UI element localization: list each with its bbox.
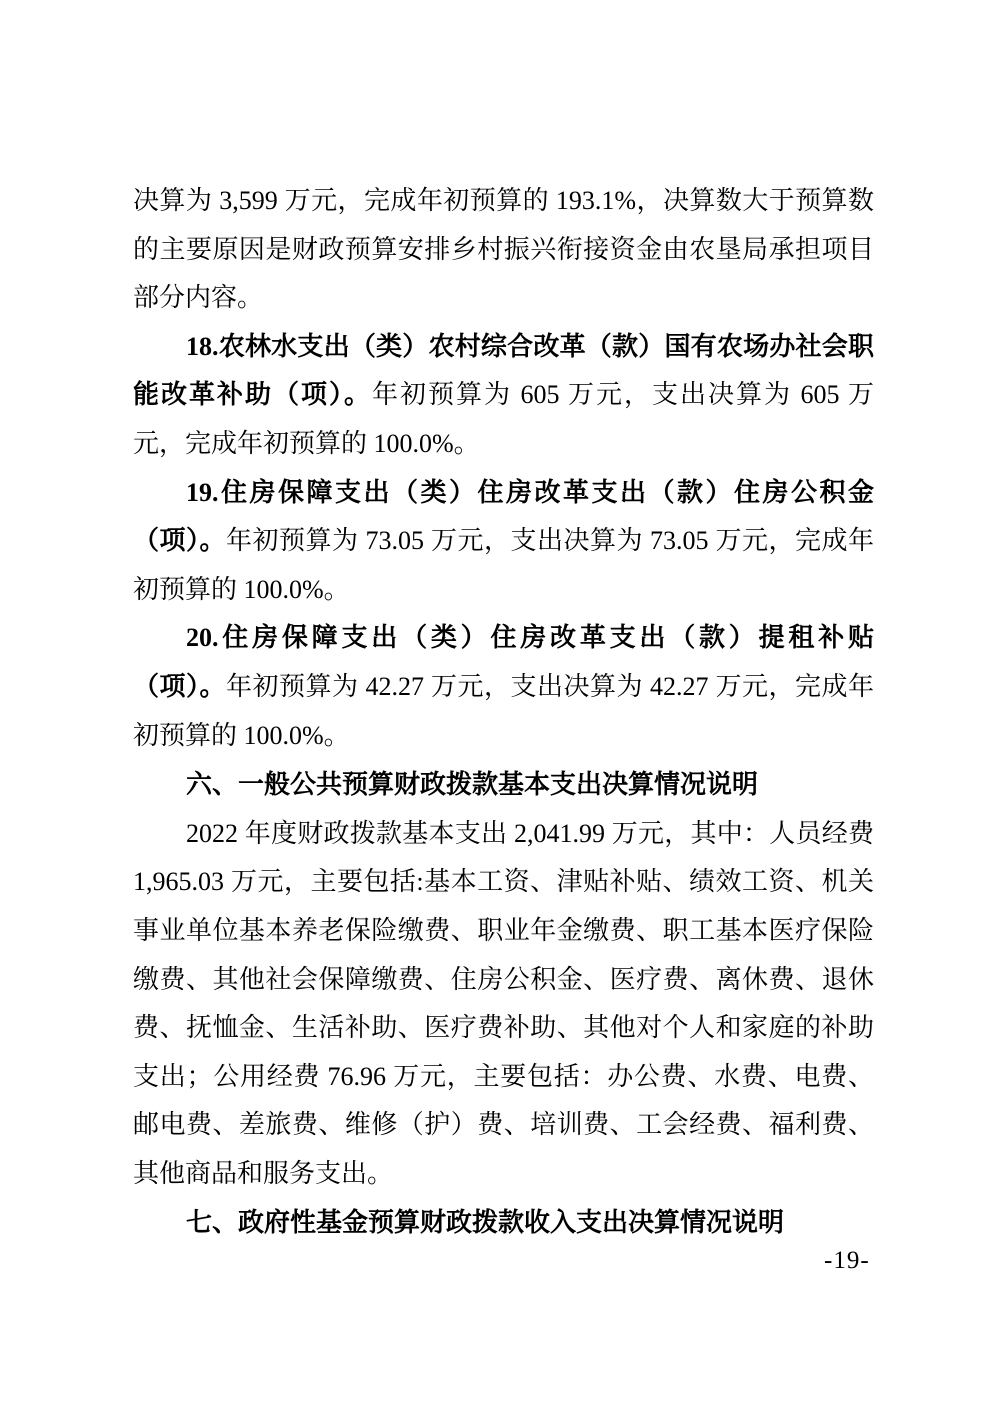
text-run: 年初预算为 73.05 万元，支出决算为 73.05 万元，完成年初预算的 100.0%。 xyxy=(133,526,874,604)
text-run: 决算为 3,599 万元，完成年初预算的 193.1%，决算数大于预算数的主要原因是财政预算安排乡村振兴衔接资金由农垦局承担项目部分内容。 xyxy=(133,186,874,313)
text-run-bold: 18.农林水支出（类）农村综合改革（款）国有农场办社会职能改革补助（项）。 xyxy=(133,331,874,410)
section-heading xyxy=(133,1198,874,1248)
body-paragraph xyxy=(133,323,874,469)
page-number-footer: -19- xyxy=(824,1247,870,1274)
body-paragraph xyxy=(133,810,874,1199)
body-paragraph xyxy=(133,177,874,323)
text-run-bold: 六、一般公共预算财政拨款基本支出决算情况说明 xyxy=(186,769,759,800)
body-paragraph xyxy=(133,614,874,760)
text-run-bold: 20.住房保障支出（类）住房改革支出（款）提租补贴（项）。 xyxy=(133,623,874,701)
text-run: 年初预算为 42.27 万元，支出决算为 42.27 万元，完成年初预算的 100.0%。 xyxy=(133,671,874,750)
document-body xyxy=(133,177,874,1248)
text-run-bold: 七、政府性基金预算财政拨款收入支出决算情况说明 xyxy=(186,1207,785,1238)
section-heading xyxy=(133,760,874,810)
text-run: 年初预算为 605 万元，支出决算为 605 万元，完成年初预算的 100.0%。 xyxy=(133,380,874,458)
text-run-bold: 19.住房保障支出（类）住房改革支出（款）住房公积金（项）。 xyxy=(133,477,874,556)
body-paragraph xyxy=(133,469,874,615)
text-run: 2022 年度财政拨款基本支出 2,041.99 万元，其中：人员经费 1,965.03 万元，主要包括:基本工资、津贴补贴、绩效工资、机关事业单位基本养老保险缴费、职业年金缴费、职工基本医疗保险缴费、其他社会保障缴费、住房公积金、医疗费、离休费、退休费、抚恤金、生活补助、医疗费补助、其他对个人和家庭的补助支出；公用经费 76.96 万元，主要包括：办公费、水费、电费、邮电费、差旅费、维修（护）费、培训费、工会经费、福利费、其他商品和服务支出。 xyxy=(133,818,874,1188)
